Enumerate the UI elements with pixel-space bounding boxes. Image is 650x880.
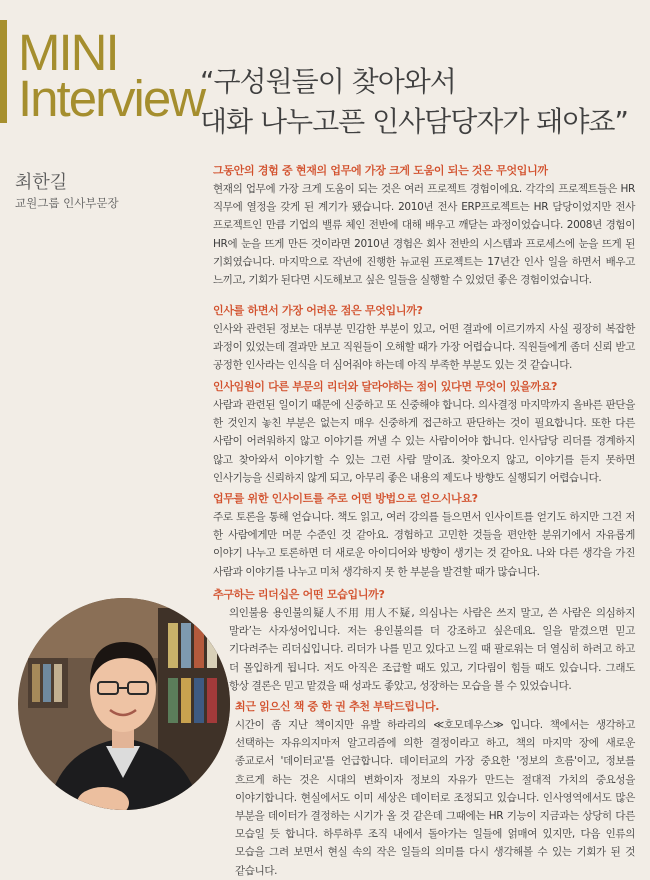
qa-block-3 bbox=[213, 378, 635, 487]
headline-line2: 대화 나누고픈 인사담당자가 돼야죠” bbox=[200, 105, 628, 138]
headline-quote bbox=[200, 62, 628, 142]
question-6: 최근 읽으신 책 중 한 권 추천 부탁드립니다. bbox=[235, 700, 440, 713]
interviewee-title: 교원그룹 인사부문장 bbox=[15, 196, 119, 210]
interviewee-portrait bbox=[18, 598, 230, 810]
section-title-line2: Interview bbox=[18, 70, 205, 127]
answer-4: 주로 토론을 통해 얻습니다. 책도 읽고, 여러 강의를 들으면서 인사이트를 얻기도 하지만 그건 저 한 사람에게만 머문 수준인 것 같아요. 경험하고 고민한 것들을 편안한 분위기에서 자유롭게 이야기 나누고 토론하면 더 새로운 아이디어와 방향이 생기는 것 같아요. 나와 다른 생각을 가진 사람과 이야기를 나누고 미처 생각하지 못 한 부분을 발견할 때가 많습니다. bbox=[213, 511, 635, 578]
question-3: 인사임원이 다른 부문의 리더와 달라야하는 점이 있다면 무엇이 있을까요? bbox=[213, 380, 558, 393]
qa-block-2 bbox=[213, 302, 635, 375]
question-1: 그동안의 경험 중 현재의 업무에 가장 크게 도움이 되는 것은 무엇입니까 bbox=[213, 164, 548, 177]
question-2: 인사를 하면서 가장 어려운 점은 무엇입니까? bbox=[213, 304, 423, 317]
answer-2: 인사와 관련된 정보는 대부분 민감한 부분이 있고, 어떤 결과에 이르기까지 사실 굉장히 복잡한 과정이 있었는데 결과만 보고 직원들이 오해할 때가 가장 어렵습니다. 직원들에게 좀더 신뢰 받고 공정한 인사라는 인식을 더 심어줘야 하는데 아직 부족한 부분도 있는 것 같습니다. bbox=[213, 323, 635, 372]
section-title-line1: MINI bbox=[18, 24, 118, 81]
qa-block-5 bbox=[213, 586, 635, 695]
headline-line1: “구성원들이 찾아와서 bbox=[200, 65, 456, 98]
answer-1: 현재의 업무에 가장 크게 도움이 되는 것은 여러 프로젝트 경험이에요. 각각의 프로젝트들은 HR 직무에 열정을 갖게 된 계기가 됐습니다. 2010년 전사 ERP프로젝트는 HR 담당이었지만 전사 프로젝트인 만큼 기업의 밸류 체인 전반에 대해 배우고 깨닫는 과정이었습니다. 2008년 경험이 HR에 눈을 뜨게 만든 것이라면 2010년 경험은 회사 전반의 시스템과 프로세스에 눈을 뜨게 된 기회였습니다. 마지막으로 작년에 진행한 뉴교원 프로젝트는 17년간 인사 일을 하면서 배우고 느끼고, 기회가 된다면 시도해보고 싶은 일들을 실행할 수 있었던 좋은 경험이었습니다. bbox=[213, 183, 635, 287]
section-title bbox=[18, 24, 205, 127]
answer-5: 의인불용 용인불의疑人不用 用人不疑, 의심나는 사람은 쓰지 말고, 쓴 사람은 의심하지 말라’는 사자성어입니다. 저는 용인불의를 더 강조하고 싶은데요. 일을 맡겼으면 믿고 기다려주는 리더십입니다. 리더가 나를 믿고 있다고 느낄 때 팔로워는 더 열심히 하려고 하고 더 몰입하게 됩니다. 저도 아직은 조급할 때도 있고, 기다림이 힘들 때도 있습니다. 그래도 항상 결론은 믿고 맡겼을 때 성과도 좋았고, 성장하는 모습을 볼 수 있었습니다. bbox=[229, 607, 635, 692]
answer-6: 시간이 좀 지난 책이지만 유발 하라리의 ≪호모데우스≫ 입니다. 책에서는 생각하고 선택하는 자유의지마저 알고리즘에 의한 결정이라고 하고, 책의 마지막 장에 새로운 종교로서 '데이터교'를 언급합니다. 데이터교의 가장 중요한 '정보의 흐름'이고, 정보를 흐르게 하는 것은 시대의 변화이자 정보의 자유가 만드는 절대적 가치의 중요성을 이야기합니다. 현실에서도 이미 세상은 데이터로 조정되고 있습니다. 인사영역에서도 많은 부분을 데이터가 결정하는 시기가 올 것 같은데 그때에는 HR 기능이 지금과는 상당히 다른 모습일 듯 합니다. 하루하루 조직 내에서 돌아가는 일들에 얽매여 있지만, 다음 인류의 모습을 그려 보면서 현실 속의 작은 일들의 의미를 다시 생각해볼 수 있는 기회가 된 것 같습니다. bbox=[235, 719, 635, 877]
qa-block-6 bbox=[213, 698, 635, 880]
qa-block-1 bbox=[213, 162, 635, 289]
qa-block-4 bbox=[213, 490, 635, 581]
question-5: 추구하는 리더십은 어떤 모습입니까? bbox=[213, 588, 385, 601]
interviewee-name: 최한길 bbox=[15, 172, 68, 193]
brand-accent-bar bbox=[0, 20, 7, 123]
answer-3: 사람과 관련된 일이기 때문에 신중하고 또 신중해야 합니다. 의사결정 마지막까지 올바른 판단을 한 것인지 놓친 부분은 없는지 매우 신중하게 접근하고 판단하는 것이 필요합니다. 또한 다른 사람이 어려워하지 않고 이야기를 꺼낼 수 있는 사람이어야 합니다. 인사담당 리더를 경계하지 않고 찾아와서 이야기할 수 있는 그런 사람 말이죠. 찾아오지 않고, 이야기를 듣지 못하면 인사기능을 신뢰하지 않게 되고, 아무리 좋은 내용의 제도나 방향도 실행되기 어렵습니다. bbox=[213, 399, 635, 484]
question-4: 업무를 위한 인사이트를 주로 어떤 방법으로 얻으시나요? bbox=[213, 492, 478, 505]
